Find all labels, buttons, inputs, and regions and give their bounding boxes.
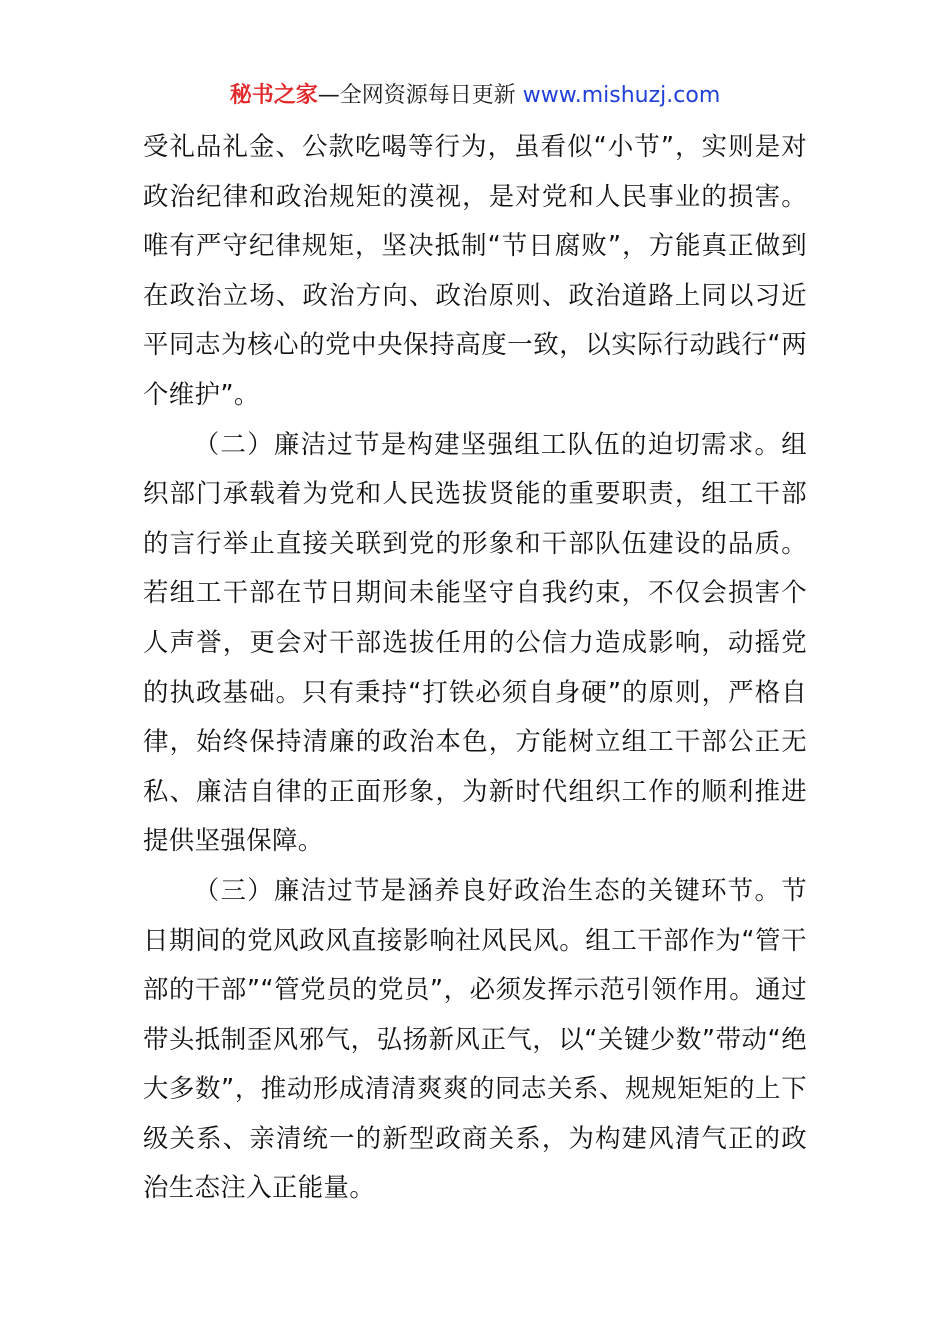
article-body [143, 122, 807, 1213]
paragraph-section-3: （三）廉洁过节是涵养良好政治生态的关键环节。节日期间的党风政风直接影响社风民风。组工干部作为“管干部的干部”“管党员的党员”，必须发挥示范引领作用。通过带头抵制歪风邪气，弘扬新风正气，以“关键少数”带动“绝大多数”，推动形成清清爽爽的同志关系、规规矩矩的上下级关系、亲清统一的新型政商关系，为构建风清气正的政治生态注入正能量。 [143, 874, 807, 1203]
site-url-link[interactable]: www.mishuzj.com [522, 83, 721, 108]
header-tagline: —全网资源每日更新 [317, 83, 516, 108]
paragraph-continuation: 受礼品礼金、公款吃喝等行为，虽看似“小节”，实则是对政治纪律和政治规矩的漠视，是对党和人民事业的损害。唯有严守纪律规矩，坚决抵制“节日腐败”，方能真正做到在政治立场、政治方向、政治原则、政治道路上同以习近平同志为核心的党中央保持高度一致，以实际行动践行“两个维护”。 [143, 131, 807, 409]
brand-name: 秘书之家 [229, 83, 318, 108]
site-header [0, 80, 950, 112]
paragraph-section-2: （二）廉洁过节是构建坚强组工队伍的迫切需求。组织部门承载着为党和人民选拔贤能的重要职责，组工干部的言行举止直接关联到党的形象和干部队伍建设的品质。若组工干部在节日期间未能坚守自我约束，不仅会损害个人声誉，更会对干部选拔任用的公信力造成影响，动摇党的执政基础。只有秉持“打铁必须自身硬”的原则，严格自律，始终保持清廉的政治本色，方能树立组工干部公正无私、廉洁自律的正面形象，为新时代组织工作的顺利推进提供坚强保障。 [143, 428, 807, 856]
